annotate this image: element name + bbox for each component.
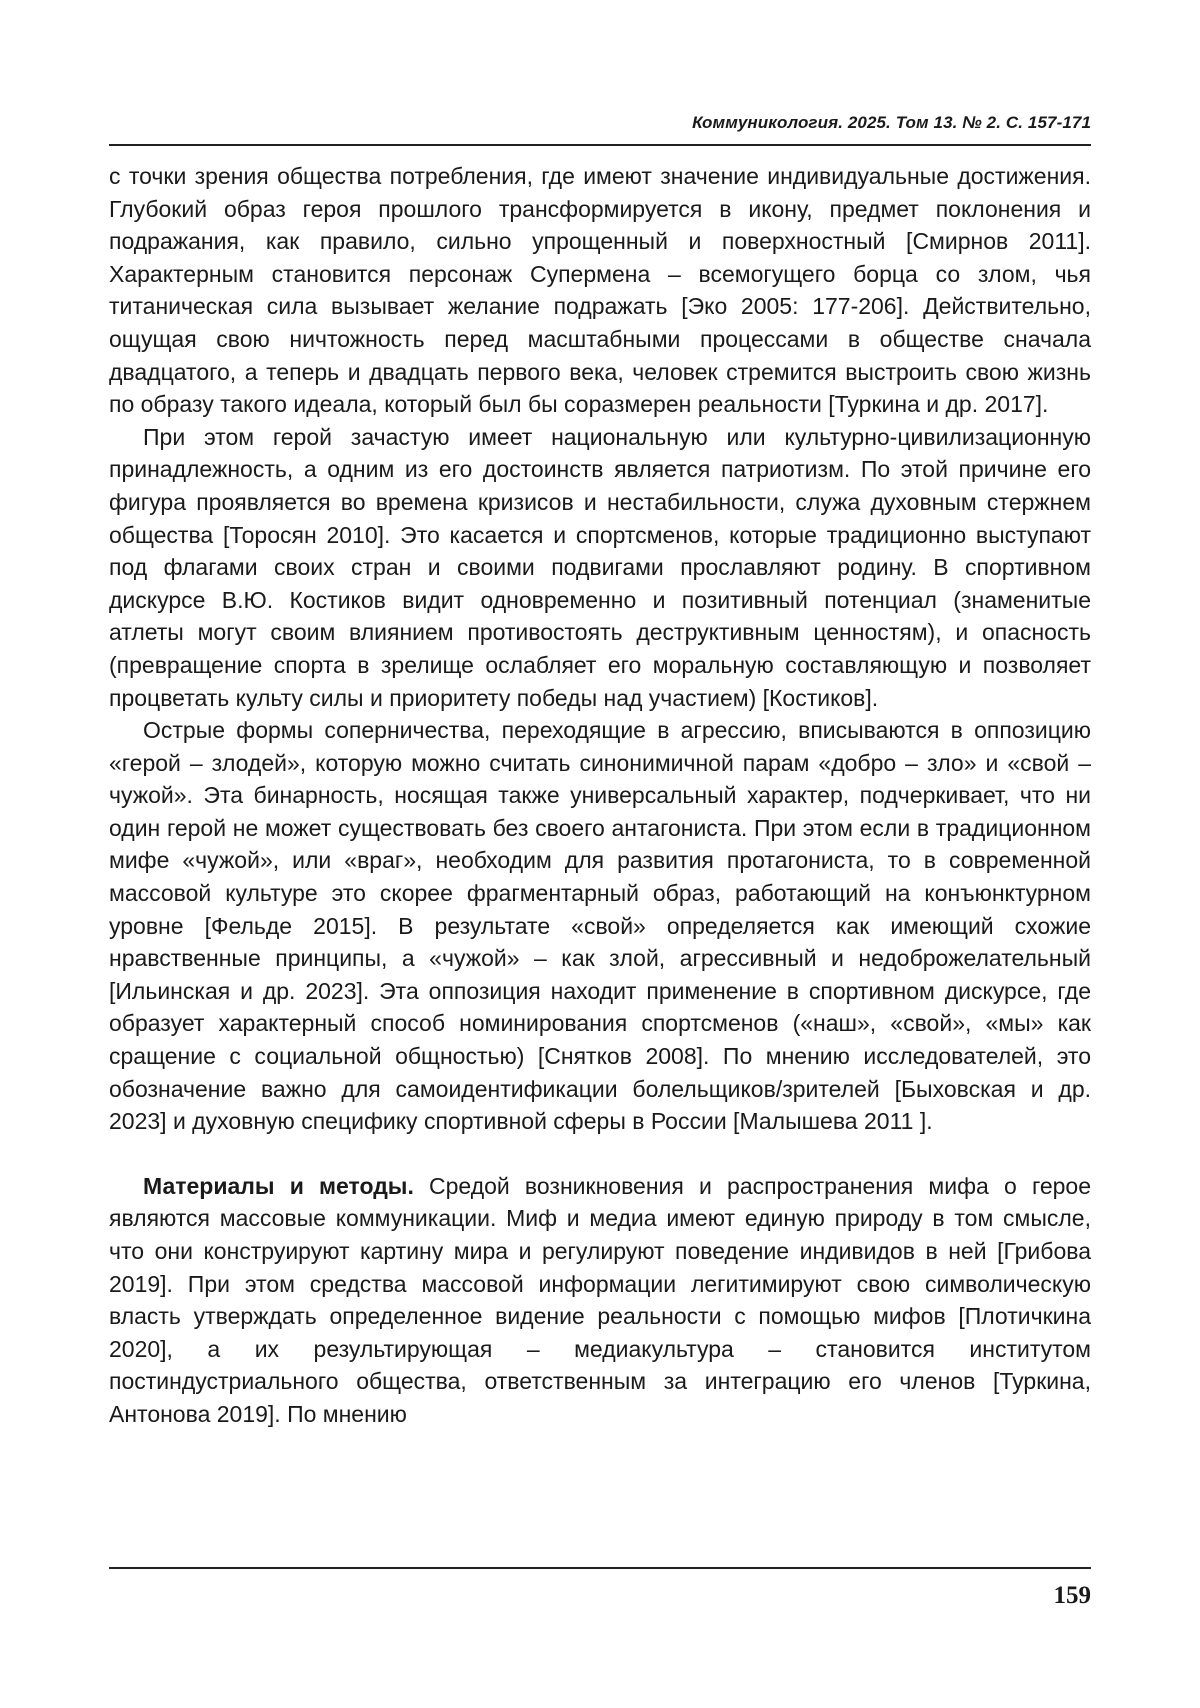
paragraph-continuation: с точки зрения общества потребления, где имеют значение индивидуальные достижения. Глубокий образ героя прошлого трансформируется в икону, предмет поклонения и подражания, как правило, сильно упрощенный и поверхностный [Смирнов 2011]. Характерным становится персонаж Супермена – всемогущего борца со злом, чья титаническая сила вызывает желание подражать [Эко 2005: 177-206]. Действительно, ощущая свою ничтожность перед масштабными процессами в обществе сначала двадцатого, а теперь и двадцать первого века, человек стремится выстроить свою жизнь по образу такого идеала, который был бы соразмерен реальности [Туркина и др. 2017]. [109,163,1091,418]
running-head: Коммуникология. 2025. Том 13. № 2. С. 157-171 [692,113,1091,132]
article-body [109,160,1091,1431]
section-heading: Материалы и методы. [143,1172,414,1199]
page-number: 159 [1053,1582,1091,1609]
header-rule [109,144,1091,146]
paragraph-materials-methods [109,1170,1091,1431]
paragraph-opposition: Острые формы соперничества, переходящие в агрессию, вписываются в оппозицию «герой – злодей», которую можно считать синонимичной парам «добро – зло» и «свой – чужой». Эта бинарность, носящая также универсальный характер, подчеркивает, что ни один герой не может существовать без своего антагониста. При этом если в традиционном мифе «чужой», или «враг», необходим для развития протагониста, то в современной массовой культуре это скорее фрагментарный образ, работающий на конъюнктурном уровне [Фельде 2015]. В результате «свой» определяется как имеющий схожие нравственные принципы, а «чужой» – как злой, агрессивный и недоброжелательный [Ильинская и др. 2023]. Эта оппозиция находит применение в спортивном дискурсе, где образует характерный способ номинирования спортсменов («наш», «свой», «мы» как сращение с социальной общностью) [Снятков 2008]. По мнению исследователей, это обозначение важно для самоидентификации болельщиков/зрителей [Быховская и др. 2023] и духовную специфику спортивной сферы в России [Малышева 2011 ]. [109,717,1091,1135]
footer-rule [109,1567,1091,1569]
paragraph-patriotism: При этом герой зачастую имеет национальную или культурно-цивилизационную принадлежность, а одним из его достоинств является патриотизм. По этой причине его фигура проявляется во времена кризисов и нестабильности, служа духовным стержнем общества [Торосян 2010]. Это касается и спортсменов, которые традиционно выступают под флагами своих стран и своими подвигами прославляют родину. В спортивном дискурсе В.Ю. Костиков видит одновременно и позитивный потенциал (знаменитые атлеты могут своим влиянием противостоять деструктивным ценностям), и опасность (превращение спорта в зрелище ослабляет его моральную составляющую и позволяет процветать культу силы и приоритету победы над участием) [Костиков]. [109,423,1091,711]
section-text: Средой возникновения и распространения мифа о герое являются массовые коммуникации. Миф и медиа имеют единую природу в том смысле, что они конструируют картину мира и регулируют поведение индивидов в ней [Грибова 2019]. При этом средства массовой информации легитимируют свою символическую власть утверждать определенное видение реальности с помощью мифов [Плотичкина 2020], а их результирующая – медиакультура – становится институтом постиндустриального общества, ответственным за интеграцию его членов [Туркина, Антонова 2019]. По мнению [109,1172,1091,1427]
